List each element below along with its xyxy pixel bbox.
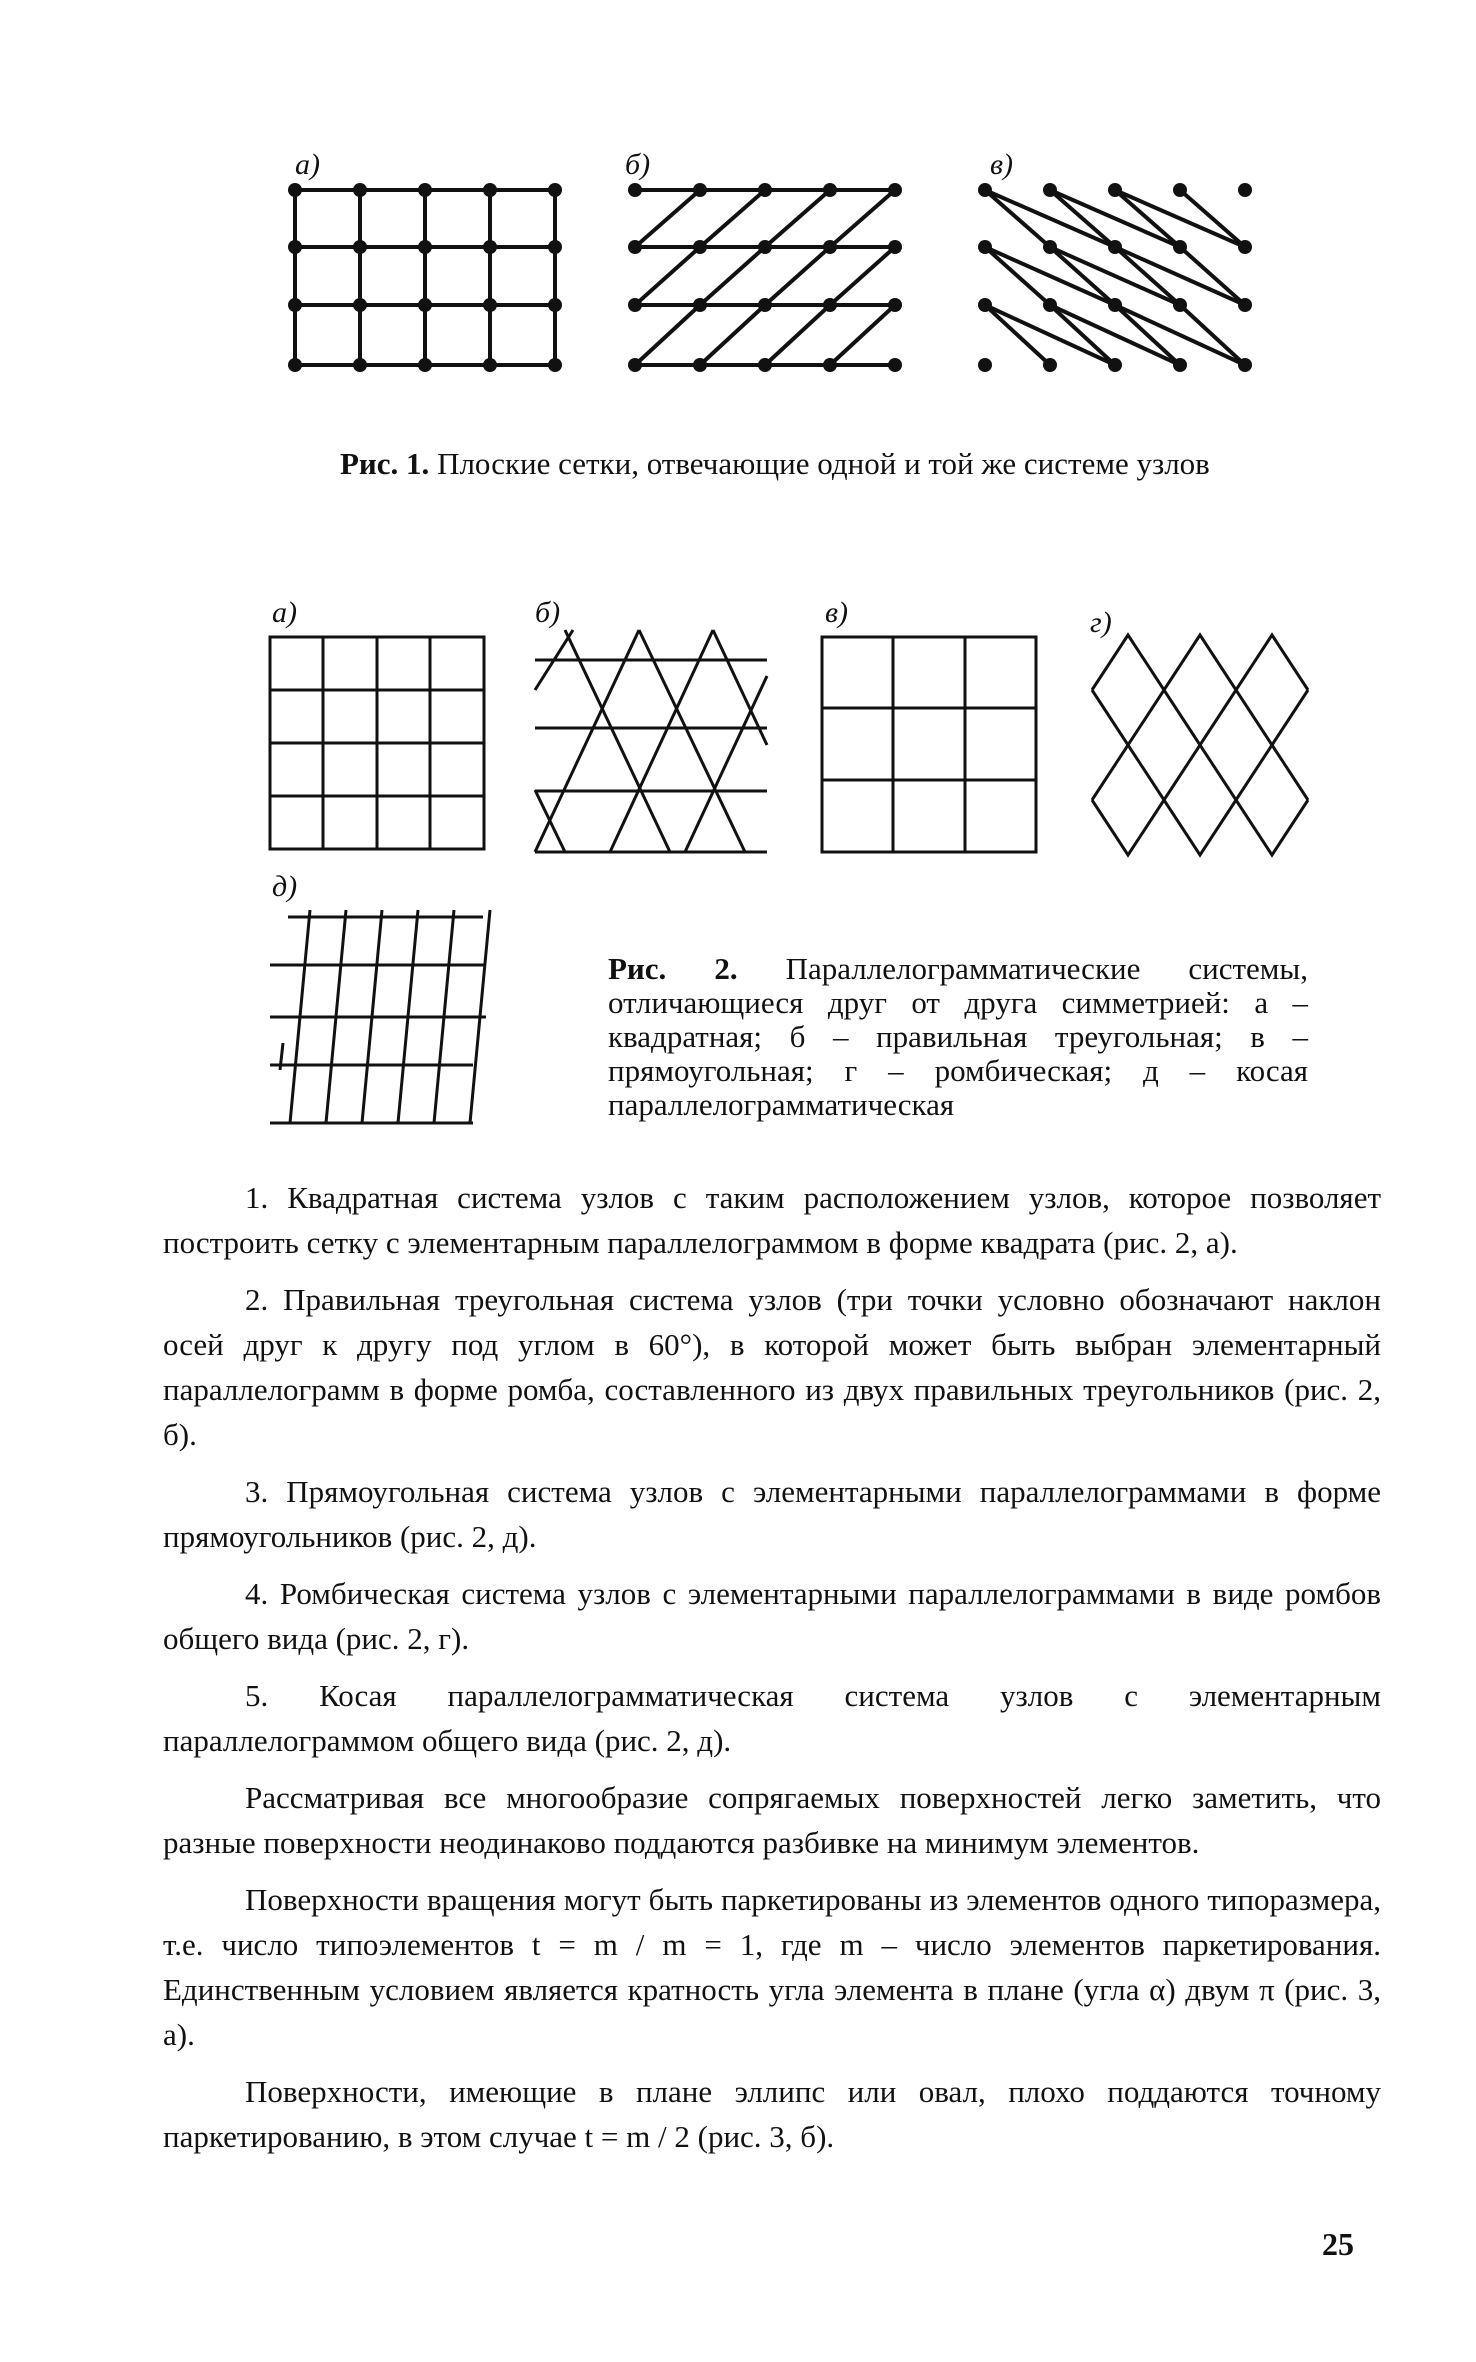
paragraph-4: 4. Ромбическая система узлов с элементарными параллелограммами в виде ромбов общего вида (рис. 2, г).: [163, 1576, 1381, 1656]
fig2-caption-text: Параллелограмматические системы, отличающиеся друг от друга симметрией: а – квадратная; б – правильная треугольная; в – прямоугольная; г – ромбическая; д – косая параллелограмматическая: [608, 951, 1308, 1122]
fig2-rectangle-grid-svg: [820, 635, 1040, 855]
fig2-label-c: в): [825, 596, 849, 629]
paragraph-1: 1. Квадратная система узлов с таким расположением узлов, которое позволяет построить сетку с элементарным параллелограммом в форме квадрата (рис. 2, а).: [163, 1180, 1381, 1260]
fig2-label-b: б): [535, 596, 561, 629]
fig2-oblique-grid-svg: [268, 905, 498, 1130]
fig2-label-a: а): [272, 596, 297, 629]
fig2-caption: [608, 952, 1308, 1122]
fig1-square-net-svg: [280, 175, 560, 390]
fig2-rhombic-grid: [1090, 635, 1330, 857]
fig1-caption-prefix: Рис. 1.: [340, 446, 430, 481]
fig2-oblique-grid: [268, 905, 498, 1130]
fig2-label-d: г): [1090, 606, 1112, 639]
fig1-label-a: а): [295, 148, 320, 181]
fig2-caption-prefix: Рис. 2.: [608, 951, 738, 986]
fig2-square-grid: [268, 635, 488, 855]
fig2-rectangle-grid: [820, 635, 1040, 855]
paragraph-7: Поверхности вращения могут быть паркетированы из элементов одного типоразмера, т.е. число типоэлементов t = m / m = 1, где m – число элементов паркетирования. Единственным условием является кратность угла элемента в плане (угла α) двум π (рис. 3, а).: [163, 1882, 1381, 2052]
fig1-diagonal-net-svg: [970, 175, 1260, 390]
paragraph-3: 3. Прямоугольная система узлов с элементарными параллелограммами в форме прямоугольников (рис. 2, д).: [163, 1474, 1381, 1554]
paragraph-8: Поверхности, имеющие в плане эллипс или овал, плохо поддаются точному паркетированию, в этом случае t = m / 2 (рис. 3, б).: [163, 2074, 1381, 2154]
fig2-triangle-grid-svg: [535, 630, 775, 855]
fig2-triangle-grid: [535, 630, 775, 855]
fig1-caption: [340, 447, 1280, 481]
paragraph-5: 5. Косая параллелограмматическая система узлов с элементарным параллелограммом общего вида (рис. 2, д).: [163, 1678, 1381, 1758]
fig1-caption-text: Плоские сетки, отвечающие одной и той же системе узлов: [437, 446, 1210, 481]
paragraph-2: 2. Правильная треугольная система узлов (три точки условно обозначают наклон осей друг к другу под углом в 60°), в которой может быть выбран элементарный параллелограмм в форме ромба, составленного из двух правильных треугольников (рис. 2, б).: [163, 1282, 1381, 1452]
paragraph-6: Рассматривая все многообразие сопрягаемых поверхностей легко заметить, что разные поверхности неодинаково поддаются разбивке на минимум элементов.: [163, 1780, 1381, 1860]
fig1-square-net: [280, 175, 560, 390]
fig1-diagonal-net: [970, 175, 1260, 390]
fig2-square-grid-svg: [268, 635, 488, 855]
fig1-oblique-net: [620, 175, 910, 390]
fig1-label-c: в): [990, 148, 1014, 181]
fig2-label-e: д): [272, 870, 298, 903]
fig2-rhombic-grid-svg: [1090, 635, 1330, 857]
page-number: 25: [1322, 2226, 1354, 2262]
body-text: [163, 1175, 1381, 2171]
fig1-label-b: б): [625, 148, 651, 181]
fig1-oblique-net-svg: [620, 175, 910, 390]
